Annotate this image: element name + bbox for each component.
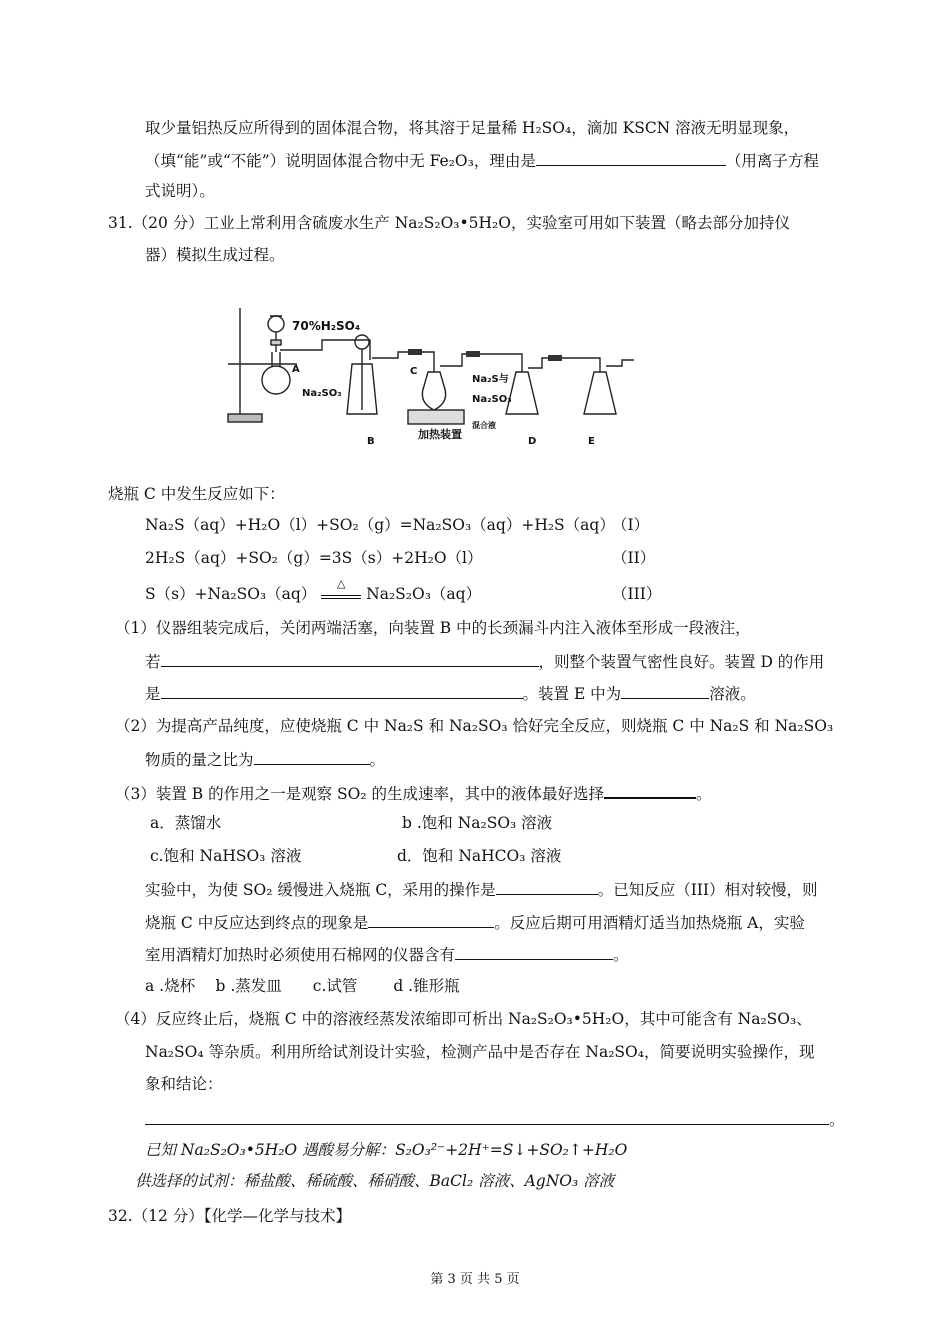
p3-line-6 xyxy=(145,943,629,965)
q31-stem-1: 31.（20 分）工业上常利用含硫废水生产 Na₂S₂O₃•5H₂O，实验室可用如下装置（略去部分加持仪 xyxy=(108,214,790,232)
p1-line-2 xyxy=(145,650,824,672)
q31-stem-2: 器）模拟生成过程。 xyxy=(145,246,285,264)
p3-line-5 xyxy=(145,911,805,933)
p4-line-3: 象和结论： xyxy=(145,1075,223,1093)
p3-line-4-b: 。已知反应（III）相对较慢，则 xyxy=(597,881,818,899)
option-a: a．蒸馏水 xyxy=(150,814,222,832)
p2-line-1: （2）为提高产品纯度，应使烧瓶 C 中 Na₂S 和 Na₂SO₃ 恰好完全反应，则烧瓶 C 中 Na₂S 和 Na₂SO₃ xyxy=(115,717,834,735)
label-b: B xyxy=(367,436,375,447)
tube-a-b xyxy=(280,340,370,360)
reaction-3-right: Na₂S₂O₃（aq） xyxy=(366,585,482,603)
p3-line-1-b: 。 xyxy=(696,785,712,803)
answer-blank-d-role[interactable] xyxy=(161,682,523,699)
prev-line-2 xyxy=(145,149,819,171)
tube-d-e xyxy=(528,358,600,372)
p3-line-6-a: 室用酒精灯加热时必须使用石棉网的仪器含有 xyxy=(145,946,456,964)
prev-line-2-a: （填“能”或“不能”）说明固体混合物中无 Fe₂O₃，理由是 xyxy=(145,152,536,170)
answer-blank-e-solution[interactable] xyxy=(621,682,709,699)
option-d: d．饱和 NaHCO₃ 溶液 xyxy=(397,847,562,865)
p3-line-5-a: 烧瓶 C 中反应达到终点的现象是 xyxy=(145,914,369,932)
prev-line-1: 取少量铝热反应所得到的固体混合物，将其溶于足量稀 H₂SO₄，滴加 KSCN 溶液无明显现象， xyxy=(145,119,800,137)
prev-line-2-b: （用离子方程 xyxy=(725,152,819,170)
p2-line-2-b: 。 xyxy=(369,751,386,769)
reaction-3 xyxy=(145,577,482,604)
p4-line-4 xyxy=(145,1108,845,1130)
p1-line-2-b: ，则整个装置气密性良好。装置 D 的作用 xyxy=(538,653,825,671)
reaction-2-number: （II） xyxy=(612,549,656,567)
known-note: 已知 Na₂S₂O₃•5H₂O 遇酸易分解：S₂O₃²⁻+2H⁺=S↓+SO₂↑+H₂O xyxy=(145,1141,628,1159)
outlet-tube xyxy=(606,360,634,366)
prev-line-3: 式说明）。 xyxy=(145,182,215,200)
funnel-stopcock xyxy=(271,340,281,345)
heating-device xyxy=(408,410,464,424)
reaction-1: Na₂S（aq）+H₂O（l）+SO₂（g）=Na₂SO₃（aq）+H₂S（aq） xyxy=(145,516,615,534)
q32-heading: 32.（12 分）【化学—化学与技术】 xyxy=(108,1207,352,1225)
option-c: c.饱和 NaHSO₃ 溶液 xyxy=(150,847,302,865)
p1-line-3-b: 。装置 E 中为 xyxy=(522,685,622,703)
p3-line-4 xyxy=(145,878,818,900)
p4-line-2: Na₂SO₄ 等杂质。利用所给试剂设计实验，检测产品中是否存在 Na₂SO₄，简要说明实验操作，现 xyxy=(145,1043,815,1061)
answer-blank-asbestos[interactable] xyxy=(455,943,613,960)
label-mix-2: Na₂SO₃ xyxy=(472,394,512,405)
label-mix-1: Na₂S与 xyxy=(472,374,509,385)
label-heating: 加热装置 xyxy=(418,428,462,441)
tube-b-c xyxy=(372,352,434,372)
p1-line-3-c: 溶液。 xyxy=(709,685,756,703)
answer-blank-endpoint[interactable] xyxy=(368,911,494,928)
p3-line-5-b: 。反应后期可用酒精灯适当加热烧瓶 A，实验 xyxy=(494,914,805,932)
option-b: b .饱和 Na₂SO₃ 溶液 xyxy=(402,814,553,832)
reaction-3-left: S（s）+Na₂SO₃（aq） xyxy=(145,585,317,603)
apparatus-diagram xyxy=(222,302,642,454)
stand-base xyxy=(228,414,262,422)
p3-line-4-a: 实验中，为使 SO₂ 缓慢进入烧瓶 C，采用的操作是 xyxy=(145,881,496,899)
p1-line-2-a: 若 xyxy=(145,653,161,671)
page-footer: 第 3 页 共 5 页 xyxy=(430,1272,520,1287)
p3-line-6-b: 。 xyxy=(613,946,629,964)
answer-blank-airtight[interactable] xyxy=(161,650,539,667)
label-acid: 70%H₂SO₄ xyxy=(292,319,361,333)
dropping-funnel-bulb xyxy=(268,316,284,332)
label-e: E xyxy=(588,436,595,447)
p3-line-1 xyxy=(115,781,712,804)
options-2: a .烧杯 b .蒸发皿 c.试管 d .锥形瓶 xyxy=(145,977,460,995)
heat-symbol: △ xyxy=(336,577,346,590)
answer-blank-reason[interactable] xyxy=(536,149,726,166)
reaction-2: 2H₂S（aq）+SO₂（g）=3S（s）+2H₂O（l） xyxy=(145,549,483,567)
label-a: A xyxy=(292,364,300,375)
p4-line-4-end: 。 xyxy=(829,1111,845,1129)
label-mixed-solution: 混合液 xyxy=(472,421,496,430)
bottle-d xyxy=(506,372,538,414)
reaction-3-arrow xyxy=(321,577,361,599)
answer-blank-ratio[interactable] xyxy=(254,748,370,765)
reaction-1-number: （I） xyxy=(612,516,650,534)
flask-a xyxy=(262,366,290,394)
p2-line-2 xyxy=(145,748,385,770)
reactions-intro: 烧瓶 C 中发生反应如下： xyxy=(108,485,285,503)
p1-line-1: （1）仪器组装完成后，关闭两端活塞，向装置 B 中的长颈漏斗内注入液体至形成一段液注， xyxy=(115,619,751,637)
label-na2so3: Na₂SO₃ xyxy=(302,388,342,399)
tube-c-d xyxy=(440,354,522,372)
answer-blank-liquid[interactable] xyxy=(604,781,696,799)
label-d: D xyxy=(528,436,537,447)
long-neck-funnel xyxy=(355,335,369,349)
bottle-e xyxy=(584,372,616,414)
reagents-note: 供选择的试剂：稀盐酸、稀硫酸、稀硝酸、BaCl₂ 溶液、AgNO₃ 溶液 xyxy=(135,1172,615,1190)
answer-blank-design[interactable] xyxy=(145,1108,829,1125)
p2-line-2-a: 物质的量之比为 xyxy=(145,751,254,769)
p1-line-3-a: 是 xyxy=(145,685,161,703)
label-c: C xyxy=(410,366,418,377)
p4-line-1: （4）反应终止后，烧瓶 C 中的溶液经蒸发浓缩即可析出 Na₂S₂O₃•5H₂O，其中可能含有 Na₂SO₃、 xyxy=(115,1010,812,1028)
p1-line-3 xyxy=(145,682,756,704)
dropping-funnel-stem xyxy=(270,316,282,352)
answer-blank-operation[interactable] xyxy=(496,878,598,895)
flask-c xyxy=(422,372,445,410)
reaction-3-number: （III） xyxy=(612,585,662,603)
p3-line-1-a: （3）装置 B 的作用之一是观察 SO₂ 的生成速率，其中的液体最好选择 xyxy=(115,785,605,803)
